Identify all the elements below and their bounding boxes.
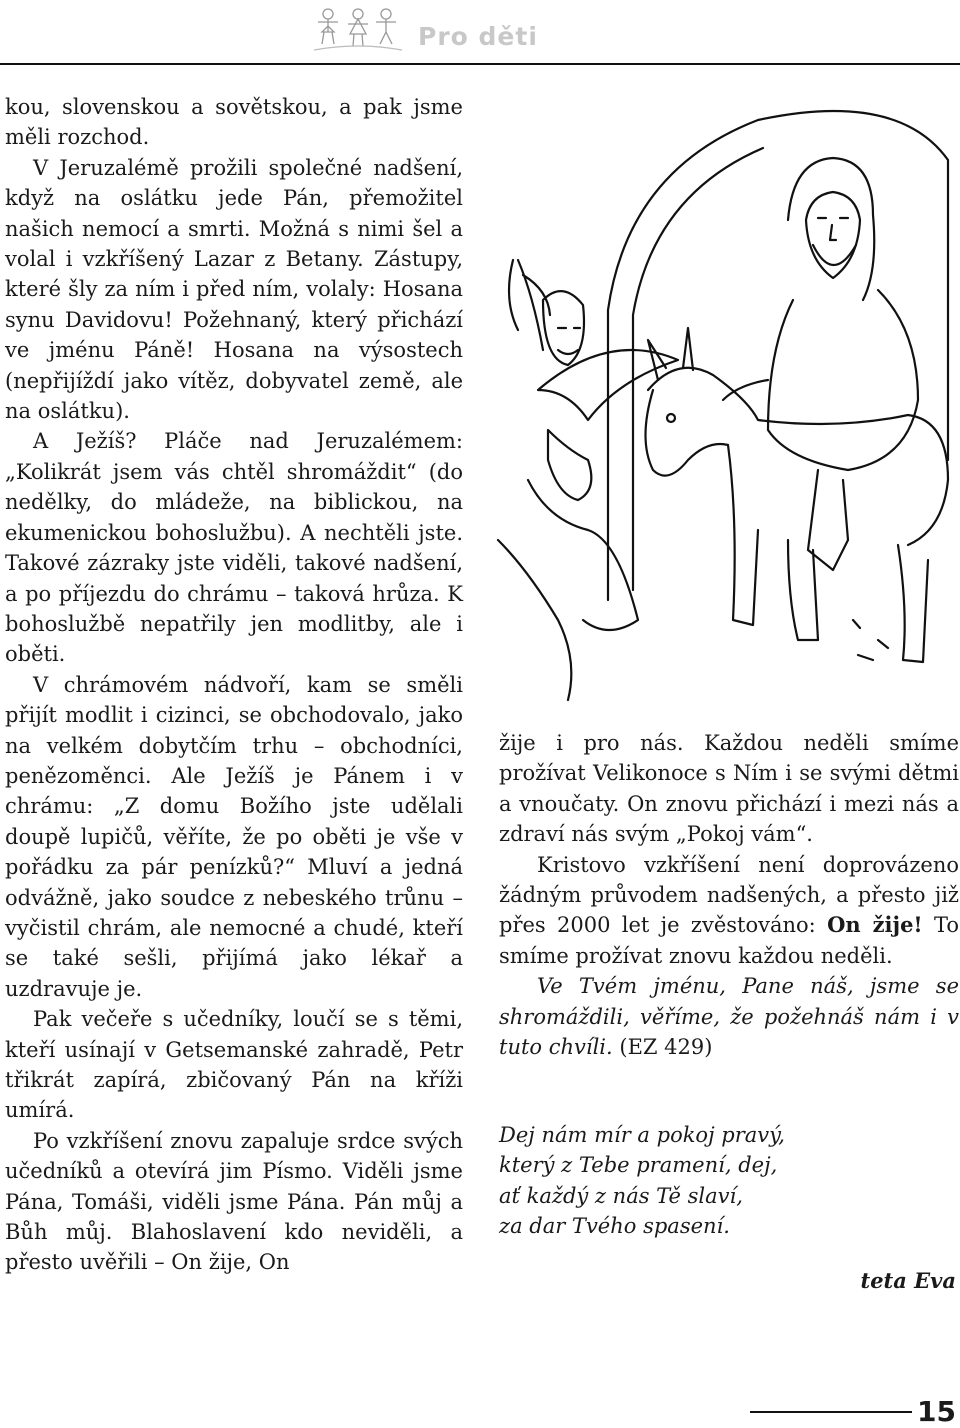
paragraph: V Jeruzalémě prožili společné nadšení, když na oslátku jede Pán, přemožitel našich nemocí a smrti. Možná s nimi šel a volal i vzkříšený Lazar z Betany. Zástupy, které šly za ním i před ním, volaly: Hosana synu Davidovu! Požehnaný, který přichází ve jménu Páně! Hosana na výsostech (nepřijíždí jako vítěz, dobyvatel země, ale na oslátku). [5,155,463,424]
verse-line: Dej nám mír a pokoj pravý, [499,1123,785,1147]
page-header [0,0,960,62]
paragraph: A Ježíš? Pláče nad Jeruzalémem: „Kolikrát jsem vás chtěl shromáždit“ (do nedělky, do mládeže, na biblickou, na ekumenickou bohoslužbu). A nechtěli jste. Takové zázraky jste viděli, takové nadšení, a po příjezdu do chrámu – taková hrůza. K bohoslužbě nepatřily jen modlitby, ale i oběti. [5,429,463,667]
verse-line: který z Tebe pramení, dej, [499,1153,778,1178]
hymn-reference: (EZ 429) [619,1035,713,1060]
paragraph-text: To smíme prožívat znovu každou neděli. [499,913,959,968]
prayer-text: Ve Tvém jménu, Pane náš, jsme se shromáždili, věříme, že požehnáš nám i v tuto chvíli. [499,974,959,1060]
paragraph: Po vzkříšení znovu zapaluje srdce svých učedníků a otevírá jim Písmo. Viděli jsme Pána, Tomáši, viděli jsme Pána. Pán můj a Bůh můj. Blahoslavení kdo neviděli, a přesto uvěřili – On žije, On [5,1128,463,1275]
paragraph: V chrámovém nádvoří, kam se směli přijít modlit i cizinci, se obchodovalo, jako na velkém dobytčím trhu – obchodníci, penězoměnci. Ale Ježíš je Pánem i v chrámu: „Z domu Božího jste udělali doupě lupičů, věříte, že po oběti je vše v pořádku za pár penízků?“ Mluví a jedná odvážně, jako soudce z nebeského trůnu – vyčistil chrám, ale nemocné a chudé, kteří se také sešli, přijímá jako lékař a uzdravuje je. [5,672,463,1001]
verse-line: ať každý z nás Tě slaví, [499,1183,743,1208]
jesus-on-donkey-illustration-icon [488,100,960,720]
paragraph-text: Kristovo vzkříšení není doprovázeno žádným průvodem nadšených, a přesto již přes 2000 let je zvěstováno: [499,852,959,938]
header-rule [0,63,960,65]
paragraph: Pak večeře s učedníky, loučí se s těmi, kteří usínají v Getsemanské zahradě, Petr třikrát zapírá, zbičovaný Pán na kříži umírá. [5,1007,463,1123]
prayer-paragraph [499,971,959,1062]
page-number: 15 [917,1395,956,1428]
paragraph: kou, slovenskou a sovětskou, a pak jsme měli rozchod. [5,95,463,150]
paragraph [499,850,959,972]
footer-rule [750,1411,912,1413]
author-signature: teta Eva [860,1268,956,1293]
verse-line: za dar Tvého spasení. [499,1214,730,1239]
section-title: Pro děti [418,22,538,51]
children-drawing-logo-icon [312,4,404,54]
right-column [499,728,959,1062]
paragraph: žije i pro nás. Každou neděli smíme prožívat Velikonoce s Ním i se svými dětmi a vnoučaty. On znovu přichází i mezi nás a zdraví nás svým „Pokoj vám“. [499,731,959,847]
left-column [5,92,463,1278]
verse-block [499,1120,939,1242]
emphasis-text: On žije! [827,912,923,938]
